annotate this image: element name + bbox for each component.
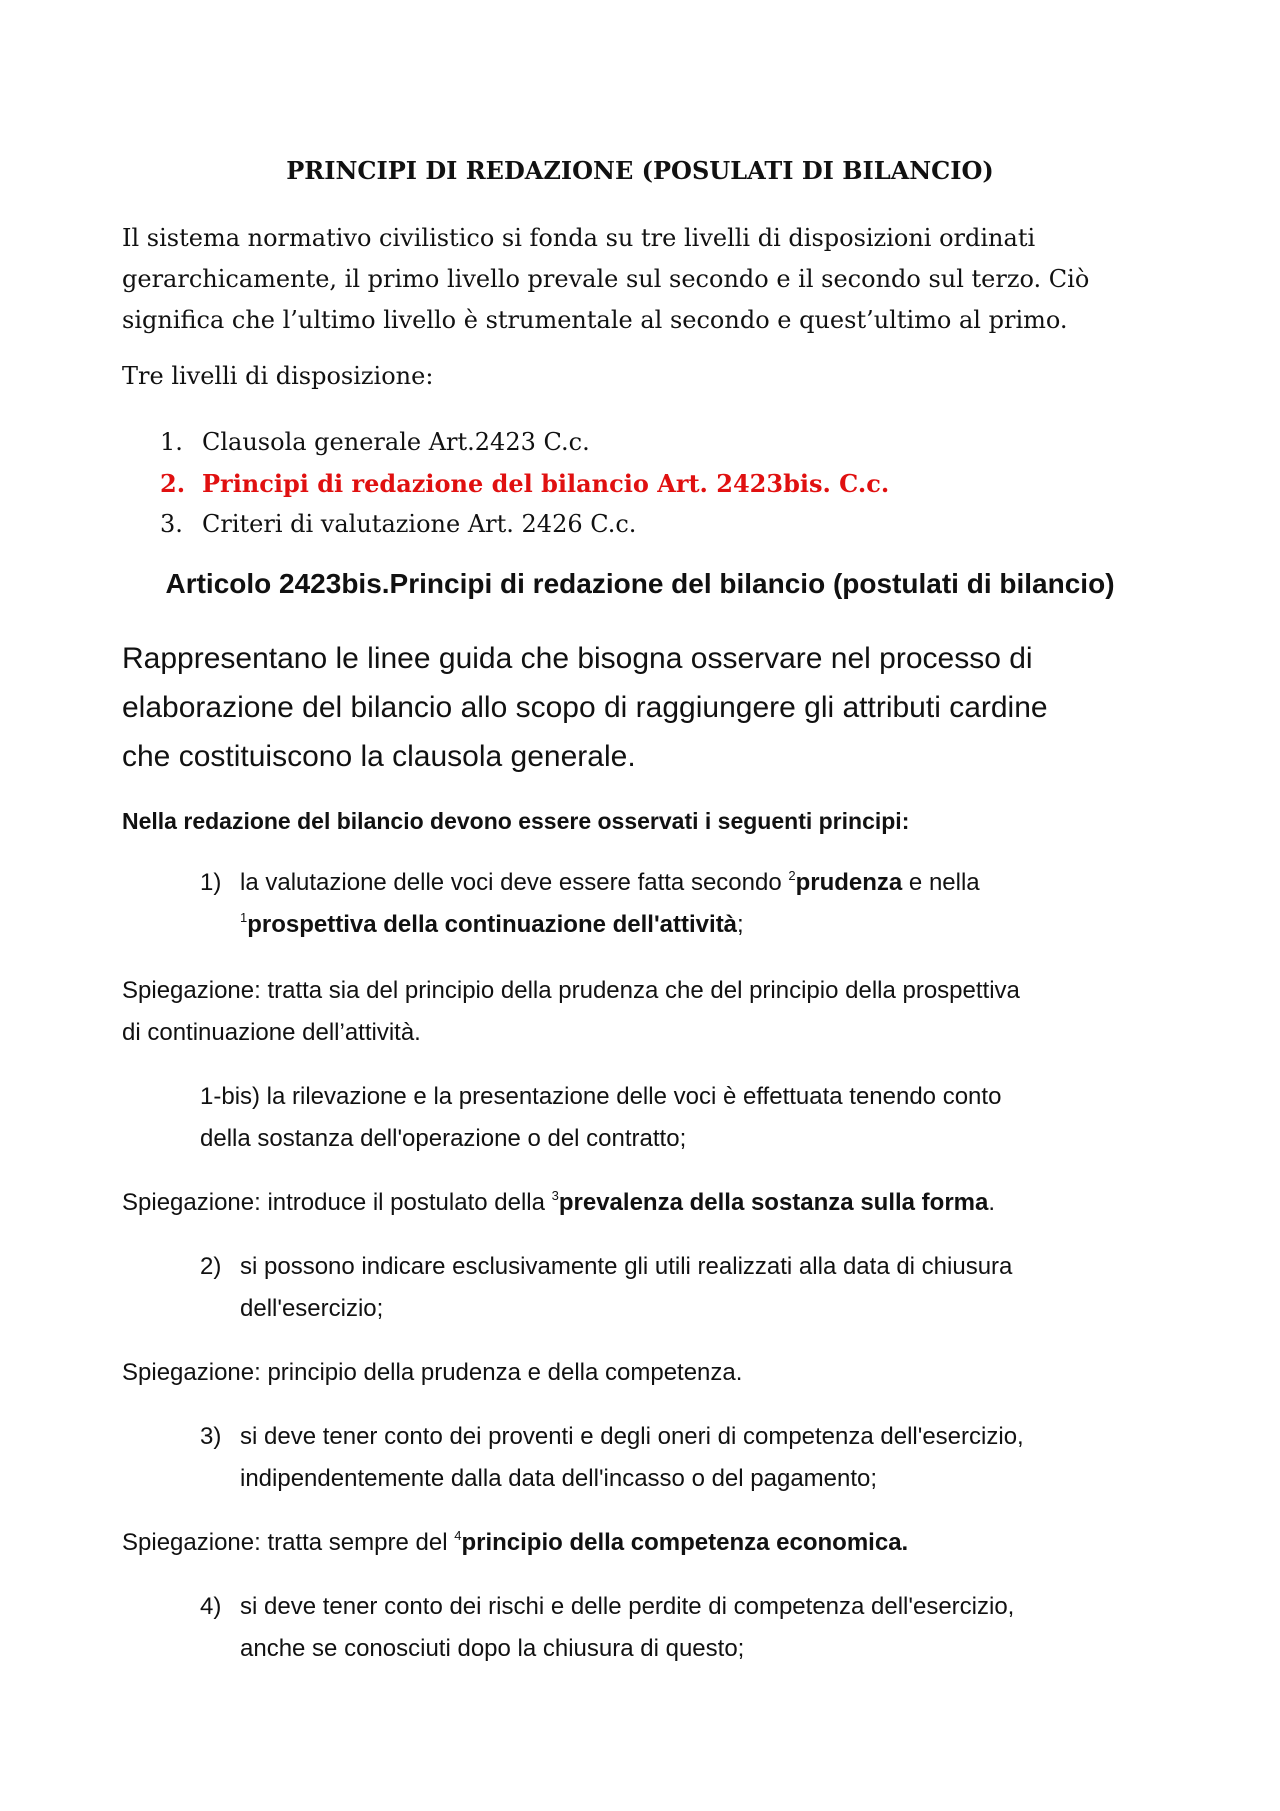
lead-line: che costituiscono la clausola generale. <box>122 740 636 773</box>
explanation-1bis <box>122 1182 1202 1224</box>
principle-item-3 <box>200 1416 1160 1500</box>
item-bold: prudenza <box>795 869 903 896</box>
item-number: 3) <box>200 1423 222 1450</box>
item-line: della sostanza dell'operazione o del contratto; <box>200 1125 687 1152</box>
item-line: 1-bis) la rilevazione e la presentazione delle voci è effettuata tenendo conto <box>200 1083 1002 1110</box>
list-text: Clausola generale Art.2423 C.c. <box>202 428 590 456</box>
item-text-part: e nella <box>902 869 980 896</box>
explanation-text: Spiegazione: introduce il postulato della <box>122 1189 552 1216</box>
item-number: 2) <box>200 1253 222 1280</box>
explanation-line: Spiegazione: tratta sia del principio della prudenza che del principio della prospettiva <box>122 977 1020 1004</box>
explanation-bold: principio della competenza economica. <box>461 1529 909 1556</box>
list-text: Principi di redazione del bilancio Art. 2423bis. C.c. <box>202 469 890 498</box>
item-number: 4) <box>200 1593 222 1620</box>
item-number: 1) <box>200 869 222 896</box>
list-number: 2. <box>160 469 186 498</box>
item-text <box>240 1246 1160 1330</box>
principle-item-2 <box>200 1246 1160 1330</box>
footnote-ref: 2 <box>788 868 796 883</box>
item-text <box>240 1586 1160 1670</box>
intro-line: gerarchicamente, il primo livello prevale sul secondo e il secondo sul terzo. Ciò <box>122 265 1090 293</box>
item-line: si deve tener conto dei proventi e degli oneri di competenza dell'esercizio, <box>240 1423 1024 1450</box>
principle-item-1bis <box>200 1076 1160 1160</box>
explanation-bold: prevalenza della sostanza sulla forma <box>558 1189 989 1216</box>
explanation-text: Spiegazione: tratta sempre del <box>122 1529 455 1556</box>
footnote-ref: 4 <box>454 1528 462 1543</box>
item-text <box>240 1416 1160 1500</box>
page-title: PRINCIPI DI REDAZIONE (POSULATI DI BILANCIO) <box>286 156 994 185</box>
principles-heading: Nella redazione del bilancio devono essere osservati i seguenti principi: <box>122 808 910 834</box>
principle-item-1 <box>200 862 1160 946</box>
levels-list <box>160 422 889 545</box>
item-text-part: ; <box>737 911 744 938</box>
intro-line: Il sistema normativo civilistico si fonda su tre livelli di disposizioni ordinati <box>122 224 1036 252</box>
item-text <box>240 862 1160 946</box>
item-bold: prospettiva della continuazione dell'attività <box>247 911 738 938</box>
explanation-text: . <box>988 1189 996 1216</box>
principle-item-4 <box>200 1586 1160 1670</box>
lead-paragraph <box>122 634 1202 781</box>
item-line: dell'esercizio; <box>240 1295 384 1322</box>
item-line: anche se conosciuti dopo la chiusura di questo; <box>240 1635 745 1662</box>
explanation-2: Spiegazione: principio della prudenza e della competenza. <box>122 1359 743 1386</box>
explanation-3 <box>122 1522 1202 1564</box>
item-line: si possono indicare esclusivamente gli utili realizzati alla data di chiusura <box>240 1253 1013 1280</box>
list-number: 3. <box>160 510 183 538</box>
list-text: Criteri di valutazione Art. 2426 C.c. <box>202 510 637 538</box>
intro-line: significa che l’ultimo livello è strumentale al secondo e quest’ultimo al primo. <box>122 306 1068 334</box>
footnote-ref: 1 <box>240 910 248 925</box>
lead-line: elaborazione del bilancio allo scopo di raggiungere gli attributi cardine <box>122 691 1048 724</box>
lead-line: Rappresentano le linee guida che bisogna osservare nel processo di <box>122 642 1033 675</box>
list-number: 1. <box>160 428 183 456</box>
explanation-line: di continuazione dell’attività. <box>122 1019 421 1046</box>
list-item <box>160 422 889 463</box>
explanation-1 <box>122 970 1202 1054</box>
levels-heading: Tre livelli di disposizione: <box>122 362 434 390</box>
intro-paragraph <box>122 218 1182 341</box>
item-line: indipendentemente dalla data dell'incasso o del pagamento; <box>240 1465 878 1492</box>
item-text-part: la valutazione delle voci deve essere fatta secondo <box>240 869 789 896</box>
item-line: si deve tener conto dei rischi e delle perdite di competenza dell'esercizio, <box>240 1593 1015 1620</box>
footnote-ref: 3 <box>551 1188 559 1203</box>
list-item <box>160 504 889 545</box>
article-title: Articolo 2423bis.Principi di redazione del bilancio (postulati di bilancio) <box>165 568 1115 599</box>
list-item-highlighted <box>160 463 889 504</box>
